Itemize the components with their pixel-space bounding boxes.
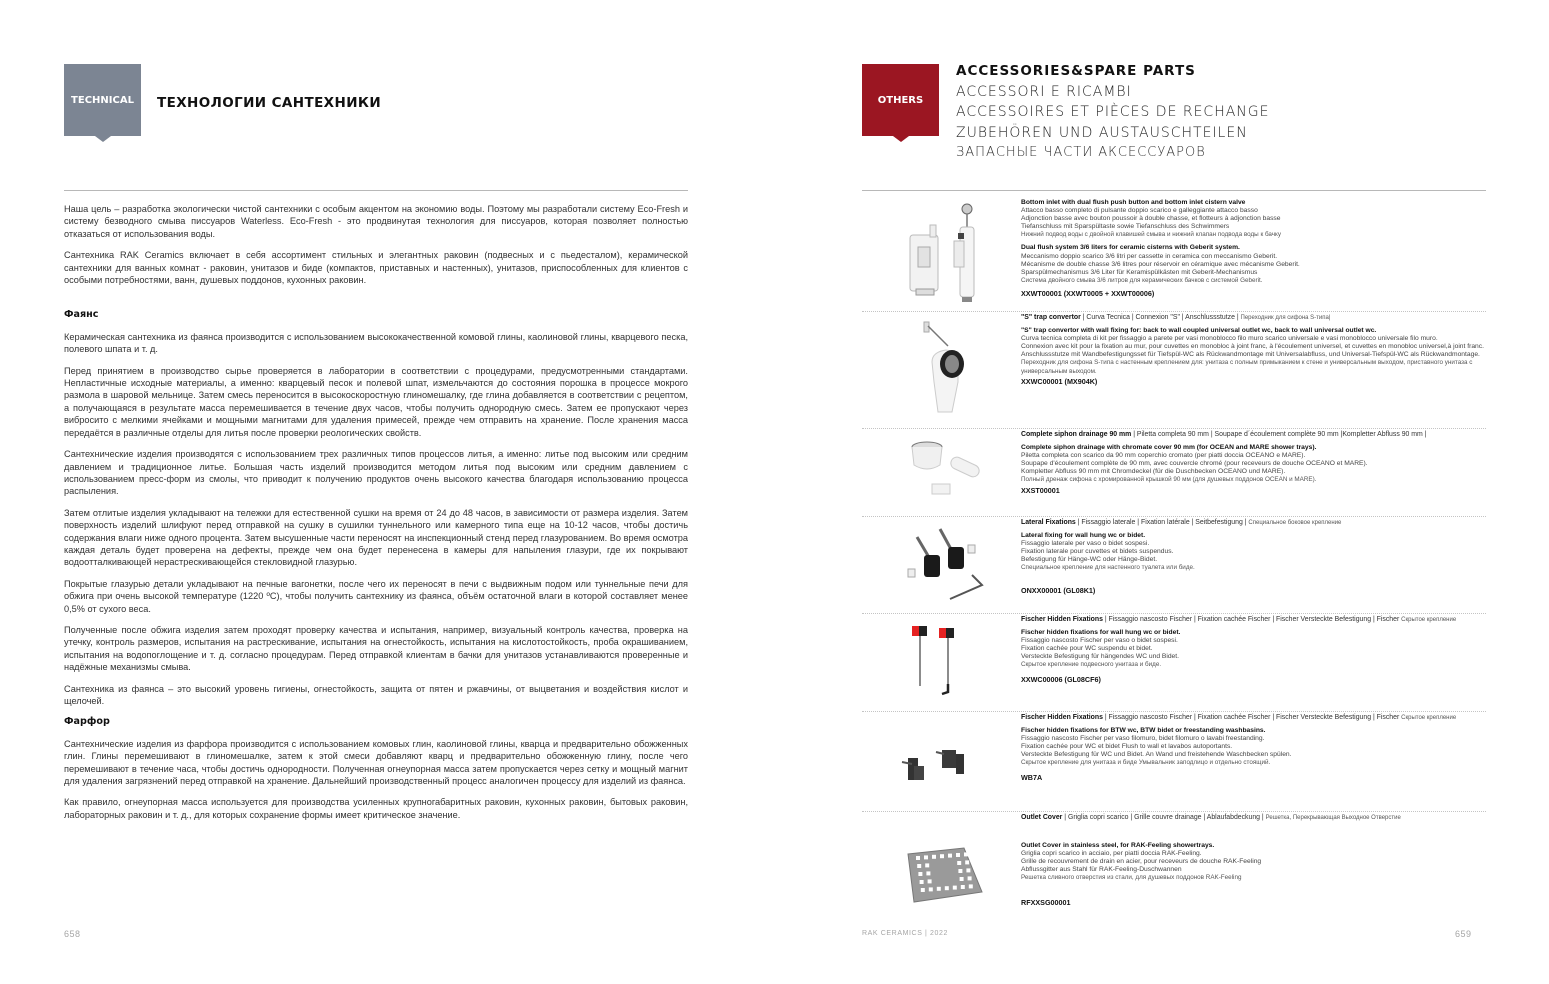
- section-tag-label: OTHERS: [877, 94, 924, 106]
- product-code: XXWC00001 (MX904K): [1021, 376, 1098, 386]
- description-de: Befestigung für Hänge-WC oder Hänge-Bidet.: [1021, 556, 1158, 564]
- description-ru: Система двойного смыва 3/6 литров для керамических бачков с системой Geberit.: [1021, 276, 1263, 284]
- description-de: Anschlussstutze mit Wandbefestigungsset für Tiefspül-WC als Rückwandmontage mit Universalabfluss, und Universal-Tiefspül-WC als Rückwandmontage.: [1021, 351, 1480, 359]
- description-en: Outlet Cover in stainless steel, for RAK-Feeling showertrays.: [1021, 842, 1215, 850]
- title-de: ZUBEHÖREN UND AUSTAUSCHTEILEN: [956, 124, 1248, 141]
- product-name-translations: | Curva Tecnica | Connexion "S" | Anschlussstutze |: [1080, 314, 1241, 321]
- product-name-ru: Решетка, Перекрывающая Выходное Отверстие: [1265, 815, 1401, 821]
- description-it: Attacco basso completo di pulsante doppio scarico e galleggiante attacco basso: [1021, 207, 1258, 215]
- description-de: Versteckte Befestigung für hängendes WC und Bidet.: [1021, 653, 1179, 661]
- description-it: Curva tecnica completa di kit per fissaggio a parete per vasi monoblocco filo muro scarico universale e vasi monoblocco universale filo muro.: [1021, 335, 1438, 343]
- product-header: [1021, 714, 1486, 722]
- product-header: [1021, 616, 1486, 624]
- product-name-translations: | Fissaggio nascosto Fischer | Fixation cachée Fischer | Fischer Versteckte Befestigung | Fischer: [1102, 616, 1402, 623]
- product-name-ru: Скрытое крепление: [1401, 715, 1457, 721]
- product-header: [1021, 431, 1486, 439]
- product-name: Outlet Cover: [1021, 814, 1063, 821]
- description-fr: Fixation cachée pour WC suspendu et bidet.: [1021, 645, 1153, 653]
- section-tag-label: TECHNICAL: [71, 94, 134, 106]
- description-de: Abflussgitter aus Stahl für RAK-Feeling-Duschwannen: [1021, 866, 1182, 874]
- description-fr: Soupape d'écoulement complète de 90 mm, avec couvercle chromé (pour receveurs de douche OCEANO et MARE).: [1021, 460, 1368, 468]
- section-heading-porcelain: Фарфор: [64, 716, 110, 728]
- product-item: [862, 812, 1486, 932]
- description-it: Griglia copri scarico in acciaio, per piatti doccia RAK-Feeling.: [1021, 850, 1202, 858]
- description-en: Bottom inlet with dual flush push button and bottom inlet cistern valve: [1021, 199, 1246, 206]
- product-list: [862, 197, 1486, 932]
- product-name-translations: | Griglia copri scarico | Grille couvre drainage | Ablaufabdeckung |: [1062, 814, 1266, 821]
- description-de: Tiefanschluss mit Sparspültaste sowie Tiefanschluss des Schwimmers: [1021, 223, 1230, 231]
- footer-brand-year: RAK CERAMICS | 2022: [862, 930, 948, 937]
- product-name: Lateral Fixations: [1021, 519, 1076, 526]
- description-ru: Специальное крепление для настенного туалета или биде.: [1021, 564, 1195, 572]
- description-de: Versteckte Befestigung für WC und Bidet. An Wand und freistehende Waschbecken spülen.: [1021, 751, 1292, 759]
- title-it: ACCESSORI E RICAMBI: [956, 83, 1132, 100]
- product-description: [1017, 429, 1486, 516]
- description-fr: Fixation cachée pour WC et bidet Flush to wall et lavabos autoportants.: [1021, 743, 1233, 751]
- product-name: Fischer Hidden Fixations: [1021, 616, 1103, 623]
- product-description: [1017, 312, 1486, 428]
- description-fr: Grille de recouvrement de drain en acier, pour receveurs de douche RAK-Feeling: [1021, 858, 1262, 866]
- paragraph: Сантехнические изделия из фарфора производится с использованием комовых глин, каолиновой глины, кварца и предварительно обожженных глин. Глины перемешивают в глиномешалке, затем к этой смеси добавляют кварц и предварительно обожженную глину, после чего перемешивают в течение часа, чтобы достичь однородности. Полученная огнеупорная масса затем пропускается через сетку и мощный магнит для удаления загрязнений перед отправкой на хранение. Дальнейший производственный процесс аналогичен процессу для изделий из фаянса.: [64, 738, 688, 787]
- description-de: Sparspülmechanismus 3/6 Liter für Keramispülkästen mit Geberit-Mechanismus: [1021, 268, 1258, 276]
- description-it: Piletta completa con scarico da 90 mm coperchio cromato (per piatti doccia OCEANO e MARE).: [1021, 452, 1306, 460]
- description-en: Fischer hidden fixations for BTW wc, BTW bidet or freestanding washbasins.: [1021, 727, 1266, 735]
- description-fr: Fixation laterale pour cuvettes et bidets suspendus.: [1021, 548, 1174, 556]
- product-name-ru: Переходник для сифона S-типа|: [1240, 315, 1331, 321]
- paragraph: Полученные после обжига изделия затем проходят проверку качества и испытания, например, визуальный контроль качества, проверка на утечку, контроль размеров, испытания на растрескивание, испытания на огнестойкость, испытания на кислотостойкость, проба окрашиванием, испытания на водопоглощение и т. д. согласно процедурам. Перед отправкой клиентам в бачки для унитазов устанавливаются проверенные и надёжные механизмы смыва.: [64, 624, 688, 673]
- title-ru: ЗАПАСНЫЕ ЧАСТИ АКСЕССУАРОВ: [956, 145, 1206, 160]
- section-heading-faience: Фаянс: [64, 309, 99, 321]
- product-code: XXWT00001 (XXWT0005 + XXWT00006): [1021, 288, 1155, 298]
- intro-paragraph: Сантехника RAK Ceramics включает в себя ассортимент стильных и элегантных раковин (подвесных и с пьедесталом), керамической сантехники для ванных комнат - раковин, унитазов и биде (компактов, приставных и настенных), унитазов, приспособленных для клиентов с особыми потребностями, ванн, душевых поддонов, кухонных раковин.: [64, 250, 688, 286]
- paragraph: Сантехника из фаянса – это высокий уровень гигиены, огнестойкость, защита от пятен и ржавчины, от выцветания и воздействия кислот и щелочей.: [64, 683, 688, 706]
- product-header: [1021, 519, 1486, 527]
- product-code: WB7A: [1021, 772, 1043, 782]
- product-code: XXWC00006 (GL08CF6): [1021, 674, 1101, 684]
- fischer-hidden-fixations-image: [862, 614, 1017, 711]
- product-item: [862, 197, 1486, 312]
- description-en: Dual flush system 3/6 liters for ceramic cisterns with Geberit system.: [1021, 244, 1240, 252]
- product-name: Fischer Hidden Fixations: [1021, 714, 1103, 721]
- product-description: [1017, 614, 1486, 711]
- page-number-right: 659: [1455, 929, 1472, 939]
- description-ru: Скрытое крепление для унитаза и биде Умывальник заподлицо и отдельно стоящий.: [1021, 759, 1271, 767]
- article-body: [64, 203, 688, 830]
- product-header: [1021, 314, 1486, 322]
- paragraph: Затем отлитые изделия укладывают на тележки для естественной сушки на время от 24 до 48 часов, в зависимости от размера изделия. Затем поверхность изделий шлифуют перед отправкой на сушку в сушилки туннельного или камерного типа еще на 10-12 часов, чтобы достичь содержания влаги ниже одного процента. Затем высушенные части переносят на инспекционный стенд перед глазурованием. Во время осмотра каждая деталь будет проверена на дефекты, прежде чем она будет перенесена в камеры для напыления глазури, где их покрывают водоотталкивающей нерастрескивающейся стекловидной глазурью.: [64, 507, 688, 568]
- product-item: [862, 429, 1486, 517]
- page-title: ТЕХНОЛОГИИ САНТЕХНИКИ: [157, 95, 382, 111]
- page-number-left: 658: [64, 929, 81, 939]
- lateral-fixations-image: [862, 517, 1017, 613]
- product-name-ru: Специальное боковое крепление: [1248, 520, 1342, 526]
- description-ru: Полный дренаж сифона с хромированной крышкой 90 мм (для душевых поддонов OCEAN и MARE).: [1021, 476, 1317, 484]
- paragraph: Покрытые глазурью детали укладывают на печные вагонетки, после чего их переносят в печи с выдвижным подом или туннельные печи для обжига при очень высокой температуре (1220 ºC), чтобы получить сантехнику из фаянса, объём остаточной влаги в которой составляет менее 0,5% от сухого веса.: [64, 578, 688, 614]
- description-de: Kompletter Abfluss 90 mm mit Chromdeckel (für die Duschbecken OCEANO und MARE).: [1021, 468, 1286, 476]
- product-name-translations: | Fissaggio nascosto Fischer | Fixation cachée Fischer | Fischer Versteckte Befestigung | Fischer: [1102, 714, 1402, 721]
- product-item: [862, 517, 1486, 614]
- product-name: "S" trap convertor: [1021, 314, 1081, 321]
- product-code: RFXXSG00001: [1021, 897, 1071, 907]
- product-header: [1021, 814, 1486, 822]
- description-ru: Переходник для сифона S-типа с настенным креплением для: унитаза с полным примыканием к стене и универсальным выходом, приставного унитаза с универсальным выходом.: [1021, 359, 1473, 375]
- description-fr: Mécanisme de double chasse 3/6 litres pour réservoir en céramique avec mécanisme Geberit.: [1021, 260, 1300, 268]
- outlet-cover-image: [862, 812, 1017, 932]
- product-name-translations: | Fissaggio laterale | Fixation latérale | Seitbefestigung |: [1075, 519, 1249, 526]
- product-description: [1017, 197, 1486, 311]
- paragraph: Перед принятием в производство сырье проверяется в лаборатории в соответствии с процедурами, предусмотренными стандартами. Непластичные исходные материалы, а именно: кварцевый песок и полевой шпат, измельчаются до состояния порошка в процессе мокрого размола в шаровой мельнице. Затем смесь переносится в высокоскоростную глиномешалку, где глина добавляется в соответствии с рецептом, а получающаяся в результате масса перемешивается в течение двух часов, чтобы получить однородную смесь. Затем ее пропускают через вибросито с мелкими ячейками и мощными магнитами для удаления примесей, прежде чем отправить на хранение. После хранения масса передаётся в различные отделы для литья после проверки реологических свойств.: [64, 365, 688, 438]
- description-fr: Connexion avec kit pour la fixation au mur, pour cuvettes en monobloc à joint franc, à l'écoulement universel, et cuvettes en monobloc universel,à joint franc.: [1021, 343, 1484, 351]
- description-it: Fissaggio laterale per vaso o bidet sospesi.: [1021, 540, 1150, 548]
- s-trap-convertor-image: [862, 312, 1017, 428]
- description-fr: Adjonction basse avec bouton poussoir à double chasse, et flotteurs à adjonction basse: [1021, 215, 1281, 223]
- divider: [862, 190, 1486, 191]
- description-it: Fissaggio nascosto Fischer per vaso o bidet sospesi.: [1021, 637, 1178, 645]
- section-tag-technical: [64, 64, 141, 136]
- description-en: "S" trap convertor with wall fixing for: back to wall coupled universal outlet wc, back to wall universal outlet wc.: [1021, 327, 1377, 335]
- paragraph: Как правило, огнеупорная масса используется для производства усиленных крупногабаритных раковин, кухонных раковин, бытовых раковин, лабораторных раковин и т. д., для которых сохранение формы имеет критическое значение.: [64, 797, 688, 820]
- product-item: [862, 614, 1486, 712]
- description-ru: Скрытое крепление подвесного унитаза и биде.: [1021, 661, 1162, 669]
- section-tag-others: [862, 64, 939, 136]
- paragraph: Сантехнические изделия производятся с использованием трех различных типов процессов литья, а именно: литье под высоким или средним давлением и традиционное литье. Большая часть изделий производится методом литья под высоким или средним давлением с использованием пресс-форм из смолы, что приводит к получению продуктов очень высокого качества благодаря использованию процесса распыления.: [64, 449, 688, 497]
- product-item: [862, 712, 1486, 812]
- product-description: [1017, 812, 1486, 932]
- product-description: [1017, 712, 1486, 811]
- product-code: XXST00001: [1021, 485, 1060, 495]
- description-en: Fischer hidden fixations for wall hung wc or bidet.: [1021, 629, 1181, 637]
- flush-valve-set-image: [862, 197, 1017, 311]
- title-fr: ACCESSOIRES ET PIÈCES DE RECHANGE: [956, 104, 1270, 120]
- paragraph: Керамическая сантехника из фаянса производится с использованием высококачественной комовой глины, каолиновой глины, кварцевого песка, полевого шпата и т. д.: [64, 331, 688, 355]
- siphon-drainage-image: [862, 429, 1017, 516]
- product-item: [862, 312, 1486, 429]
- intro-paragraph: Наша цель – разработка экологически чистой сантехники с особым акцентом на экономию воды. Поэтому мы разработали систему Eco-Fresh и систему безводного смыва писсуаров Waterless. Eco-Fresh - это продвинутая технология для писсуаров, которая позволяет полностью отказаться от использования воды.: [64, 204, 688, 239]
- fischer-btw-fixations-image: [862, 712, 1017, 811]
- description-en: Complete siphon drainage with chromate cover 90 mm (for OCEAN and MARE shower trays).: [1021, 444, 1317, 452]
- product-description: [1017, 517, 1486, 613]
- product-name: Complete siphon drainage 90 mm: [1021, 431, 1132, 438]
- title-en: ACCESSORIES&SPARE PARTS: [956, 63, 1196, 79]
- divider: [64, 190, 688, 191]
- description-ru: Решетка сливного отверстия из стали, для душевых поддонов RAK-Feeling: [1021, 874, 1242, 882]
- description-it: Fissaggio nascosto Fischer per vaso filomuro, bidet filomuro o lavabi freestanding.: [1021, 735, 1265, 743]
- product-code: ONXX00001 (GL08K1): [1021, 585, 1096, 595]
- description-it: Meccanismo doppio scarico 3/6 litri per cassette in ceramica con meccanismo Geberit.: [1021, 252, 1278, 260]
- product-name-translations: | Piletta completa 90 mm | Soupape d´écoulement complète 90 mm |Kompletter Abfluss 90 mm |: [1131, 431, 1427, 438]
- product-name-ru: Скрытое крепление: [1401, 617, 1457, 623]
- description-en: Lateral fixing for wall hung wc or bidet.: [1021, 532, 1146, 540]
- description-ru: Нижний подвод воды с двойной клавишей смыва и нижний клапан подвода воды к бачку: [1021, 231, 1282, 239]
- page-titles: [956, 61, 1269, 164]
